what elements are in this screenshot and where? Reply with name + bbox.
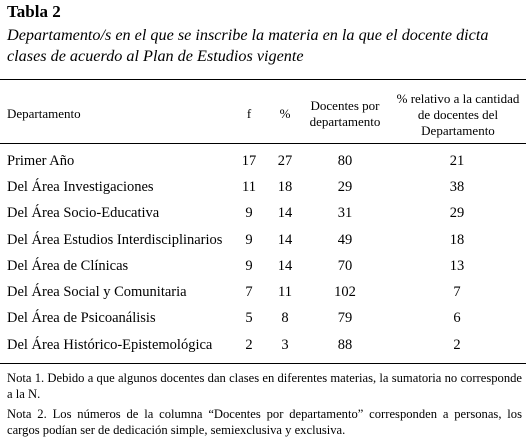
header-pct: % [279,106,291,121]
cell-docentes: 70 [337,258,353,274]
header-relativo: % relativo a la cantidad de docentes del Departamento [396,91,520,138]
cell-f: 2 [245,337,253,353]
cell-pct: 11 [278,284,292,300]
table-row [0,227,526,253]
cell-pct: 14 [277,205,293,221]
bottom-rule [0,363,526,364]
cell-departamento: Del Área Estudios Interdisciplinarios [7,232,223,248]
table-row [0,200,526,226]
table-row [0,148,526,174]
cell-docentes: 49 [337,232,353,248]
cell-f: 5 [245,310,253,326]
cell-departamento: Del Área de Clínicas [7,258,129,274]
header-rule [0,143,526,144]
cell-docentes: 79 [337,310,353,326]
cell-departamento: Del Área Socio-Educativa [7,205,160,221]
table-row [0,305,526,331]
cell-relativo: 2 [453,337,461,353]
note-1: Nota 1. Debido a que algunos docentes dan clases en diferentes materias, la sumatoria no corresponde a la N. [7,371,522,401]
table-row [0,253,526,279]
cell-relativo: 7 [453,284,461,300]
table-row [0,332,526,358]
cell-relativo: 21 [449,153,465,169]
table-row [0,174,526,200]
cell-departamento: Del Área Investigaciones [7,179,154,195]
cell-pct: 14 [277,258,293,274]
cell-pct: 18 [277,179,293,195]
cell-f: 7 [245,284,253,300]
cell-departamento: Del Área Social y Comunitaria [7,284,187,300]
table-subtitle: Departamento/s en el que se inscribe la materia en la que el docente dicta clases de acuerdo al Plan de Estudios vigente [7,26,489,65]
cell-docentes: 80 [337,153,353,169]
note-2: Nota 2. Los números de la columna “Docentes por departamento” corresponden a personas, los cargos podían ser de dedicación simple, semiexclusiva y exclusiva. [7,407,522,437]
header-departamento: Departamento [7,106,81,121]
cell-relativo: 18 [449,232,465,248]
cell-docentes: 88 [337,337,353,353]
cell-departamento: Del Área Histórico-Epistemológica [7,337,213,353]
cell-pct: 27 [277,153,293,169]
cell-pct: 3 [281,337,289,353]
table-title: Tabla 2 [7,2,61,21]
cell-docentes: 102 [334,284,356,300]
cell-relativo: 29 [449,205,465,221]
header-f: f [246,106,252,121]
cell-docentes: 31 [337,205,353,221]
cell-relativo: 6 [453,310,461,326]
cell-pct: 8 [281,310,289,326]
cell-f: 17 [241,153,257,169]
top-rule [0,79,526,80]
cell-departamento: Primer Año [7,153,75,169]
cell-f: 9 [245,205,253,221]
cell-docentes: 29 [337,179,353,195]
header-docentes: Docentes por departamento [309,98,381,129]
cell-f: 9 [245,258,253,274]
table-row [0,279,526,305]
cell-f: 9 [245,232,253,248]
cell-pct: 14 [277,232,293,248]
cell-f: 11 [242,179,256,195]
cell-departamento: Del Área de Psicoanálisis [7,310,156,326]
cell-relativo: 38 [449,179,465,195]
cell-relativo: 13 [449,258,465,274]
